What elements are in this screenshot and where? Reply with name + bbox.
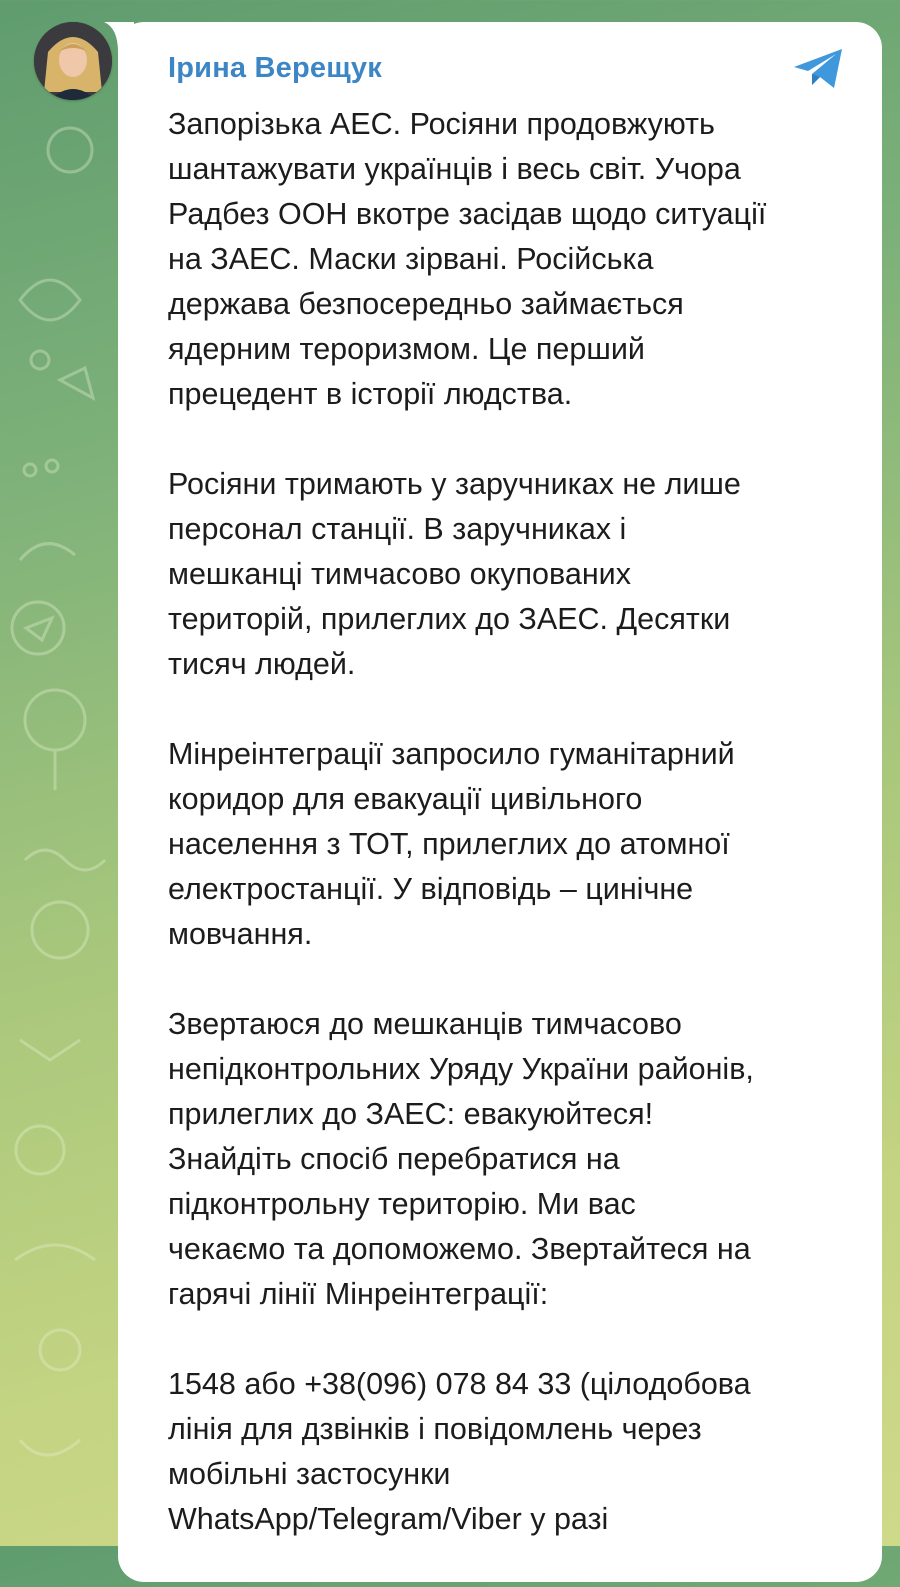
message-paragraph: Звертаюся до мешканців тимчасово непідконтрольних Уряду України районів, прилеглих до ЗАЕС: евакуюйтеся! Знайдіть спосіб перебратися на підконтрольну територію. Ми вас чекаємо та допоможемо. Звертайтеся на гарячі лінії Мінреінтеграції: (168, 1007, 754, 1311)
message-paragraph: Мінреінтеграції запросило гуманітарний коридор для евакуації цивільного населення з ТОТ, прилеглих до атомної електростанції. У відповідь – цинічне мовчання. (168, 737, 735, 951)
message-paragraph: Запорізька АЕС. Росіяни продовжують шантажувати українців і весь світ. Учора Радбез ООН вкотре засідав щодо ситуації на ЗАЕС. Маски зірвані. Російська держава безпосередньо займається ядерним тероризмом. Це перший прецедент в історії людства. (168, 107, 767, 411)
telegram-share-icon[interactable] (792, 46, 846, 92)
sender-name[interactable]: Ірина Верещук (168, 52, 382, 84)
message-paragraph: Росіяни тримають у заручниках не лише персонал станції. В заручниках і мешканці тимчасово окупованих територій, прилеглих до ЗАЕС. Десятки тисяч людей. (168, 467, 741, 681)
message-text (168, 102, 858, 1587)
chat-wallpaper-pattern (0, 0, 120, 1546)
message-paragraph: 1548 або +38(096) 078 84 33 (цілодобова лінія для дзвінків і повідомлень через мобільні застосунки WhatsApp/Telegram/Viber у разі (168, 1367, 751, 1536)
user-avatar[interactable] (34, 22, 112, 100)
